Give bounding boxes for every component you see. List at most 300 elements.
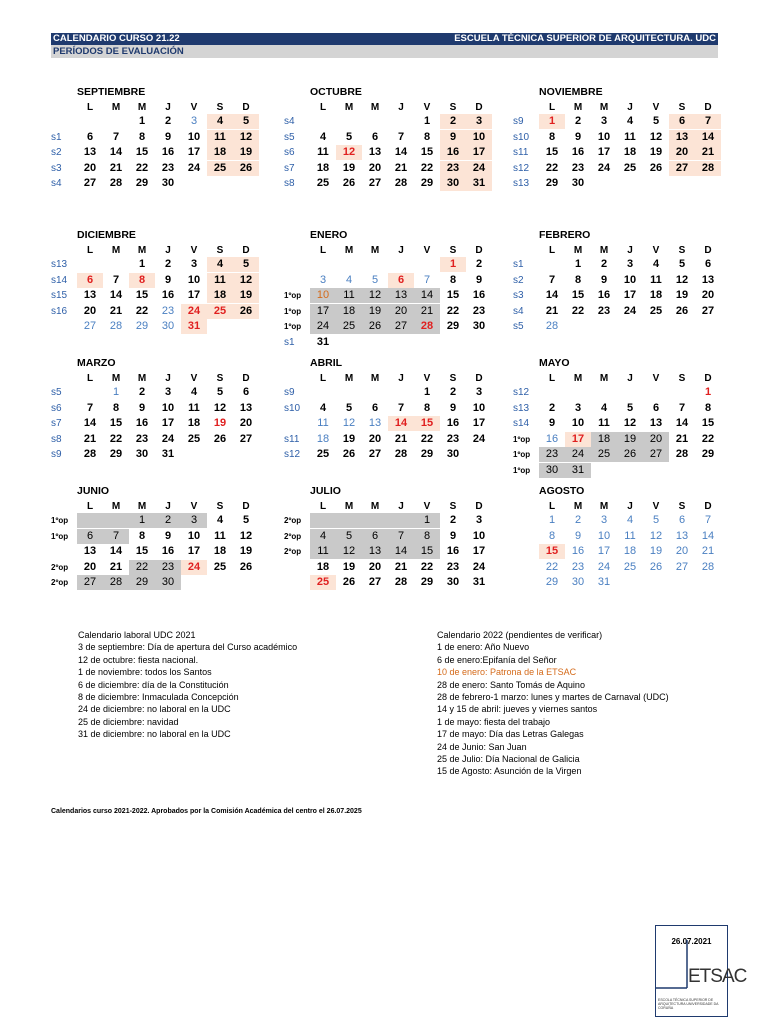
day-cell: 17 [161,417,175,430]
etsac-logo: ETSAC [688,966,747,987]
day-cell: 30 [539,463,565,478]
day-cell: 31 [565,463,591,478]
day-cell [695,319,721,334]
day-cell: 17 [565,432,591,447]
week-label [513,513,539,528]
day-cell: 17 [472,417,486,430]
day-cell: 16 [597,289,611,302]
subtitle: PERÍODOS DE EVALUACIÓN [53,46,184,57]
day-cell: 9 [449,529,457,542]
day-cell: 26 [675,304,689,317]
month-septiembre [51,86,266,218]
day-cell: 24 [181,560,207,575]
weekday-label: J [627,501,633,512]
day-cell: 17 [310,304,336,319]
day-cell: 25 [310,575,336,590]
day-cell: 27 [239,432,253,445]
day-cell: 19 [233,145,259,160]
note-item: 25 de Julio: Día Nacional de Galicia [437,754,580,765]
week-label: 1ºop [513,450,531,460]
day-cell: 10 [623,273,637,286]
day-cell: 18 [623,545,637,558]
day-cell: 20 [669,145,695,160]
day-cell: 29 [420,448,434,461]
week-label: s4 [284,116,295,127]
day-cell: 29 [420,177,434,190]
day-cell: 16 [446,545,460,558]
week-label: s1 [284,337,295,348]
day-cell: 9 [449,401,457,414]
note-item: 15 de Agosto: Asunción de la Virgen [437,766,582,777]
month-name: ENERO [310,229,348,241]
day-cell: 17 [187,146,201,159]
month-name: ABRIL [310,357,343,369]
day-cell [233,447,259,462]
day-cell: 2 [548,401,556,414]
day-cell [207,447,233,462]
note-item: 8 de diciembre: Inmaculada Concepción [78,692,239,703]
day-cell: 28 [695,161,721,176]
day-cell: 20 [368,432,382,445]
day-cell: 30 [446,448,460,461]
day-cell: 4 [207,114,233,129]
day-cell: 14 [695,130,721,145]
day-cell: 19 [617,432,643,447]
note-heading: Calendario 2022 (pendientes de verificar) [437,630,603,640]
day-cell: 16 [135,417,149,430]
month-name: DICIEMBRE [77,229,136,241]
day-cell: 29 [545,576,559,589]
day-cell: 16 [446,417,460,430]
day-cell: 20 [83,161,97,174]
week-label: 1ºop [513,434,531,444]
weekday-label: M [111,373,121,384]
day-cell: 25 [213,560,227,573]
day-cell: 3 [466,114,492,129]
day-cell: 14 [675,417,689,430]
week-label [513,560,539,575]
day-cell: 28 [675,448,689,461]
day-cell: 29 [420,576,434,589]
week-label: s9 [513,116,524,127]
weekday-label: D [704,501,712,512]
day-cell: 7 [704,514,712,526]
day-cell: 16 [545,432,559,445]
week-label: 1ºop [51,516,69,525]
day-cell: 9 [574,529,582,542]
day-cell [207,575,233,590]
day-cell: 12 [336,544,362,559]
week-label: s6 [284,147,295,159]
day-cell: 22 [420,161,434,174]
day-cell [336,385,362,400]
day-cell [669,385,695,400]
day-cell: 21 [394,560,408,573]
day-cell: 30 [161,320,175,333]
day-cell: 15 [701,417,715,430]
day-cell: 8 [414,529,440,544]
day-cell: 17 [187,289,201,302]
day-cell: 17 [187,545,201,558]
weekday-label: S [216,501,224,512]
weekday-label: M [344,501,354,512]
day-cell: 27 [77,575,103,590]
day-cell: 23 [571,560,585,573]
day-cell [617,463,643,478]
week-label: s3 [51,162,62,174]
note-item: 1 de noviembre: todos los Santos [78,667,212,678]
note-item: 6 de diciembre: día de la Constitución [78,679,229,690]
note-item: 12 de octubre: fiesta nacional. [78,654,199,665]
month-octubre [284,86,499,218]
day-cell: 26 [649,560,663,573]
day-cell [181,176,207,191]
day-cell: 21 [545,304,559,317]
day-cell: 23 [161,304,175,317]
day-cell: 2 [574,514,582,526]
day-cell: 10 [466,130,492,145]
week-label: s2 [513,274,524,286]
weekday-label: S [449,501,457,512]
day-cell: 18 [213,545,227,558]
month-name: OCTUBRE [310,86,362,98]
day-cell: 27 [701,304,715,317]
weekday-label: M [111,245,121,256]
day-cell: 24 [161,432,175,445]
day-cell [103,114,129,129]
day-cell: 27 [368,448,382,461]
day-cell [669,463,695,478]
day-cell: 12 [675,273,689,286]
week-label: s11 [284,433,300,445]
day-cell: 5 [233,114,259,129]
note-item: 25 de diciembre: navidad [78,716,179,727]
week-label: 2ºop [51,562,69,572]
day-cell [336,335,362,350]
day-cell: 5 [652,514,660,526]
day-cell: 3 [626,258,634,270]
note-item: 3 de septiembre: Día de apertura del Curso académico [78,642,298,653]
week-label: 2ºop [284,516,302,525]
week-label [284,257,310,272]
day-cell: 28 [414,319,440,334]
day-cell: 15 [414,416,440,431]
day-cell [617,385,643,400]
day-cell: 4 [626,514,634,526]
day-cell: 31 [161,448,175,461]
week-label: s2 [51,147,62,159]
day-cell: 3 [475,386,483,398]
weekday-label: L [548,501,556,512]
day-cell: 9 [475,273,483,286]
week-label: s5 [513,321,524,333]
day-cell: 20 [388,304,414,319]
day-cell: 1 [423,115,431,127]
day-cell: 12 [233,273,259,288]
day-cell: 30 [571,576,585,589]
weekday-label: M [137,102,147,113]
day-cell [388,335,414,350]
day-cell: 23 [446,560,460,573]
day-cell: 7 [695,114,721,129]
day-cell: 24 [187,161,201,174]
calendar-title: CALENDARIO CURSO 21.22 [53,33,180,44]
note-item: 24 de Junio: San Juan [437,741,527,752]
day-cell: 13 [388,288,414,303]
weekday-label: D [475,501,483,512]
day-cell: 4 [345,273,353,286]
day-cell: 19 [213,417,227,430]
weekday-label: S [449,373,457,384]
day-cell [388,257,414,272]
day-cell: 19 [239,545,253,558]
month-name: SEPTIEMBRE [77,86,146,98]
day-cell: 1 [129,513,155,528]
week-label [51,319,77,334]
day-cell [310,257,336,272]
day-cell: 7 [397,401,405,414]
week-label: s4 [513,305,524,317]
day-cell: 7 [423,273,431,286]
week-label: 1ºop [51,531,69,541]
week-label: s15 [51,290,68,302]
day-cell: 25 [207,304,233,319]
day-cell: 14 [109,545,123,558]
day-cell: 28 [109,177,123,190]
day-cell: 26 [649,161,663,174]
day-cell: 15 [135,545,149,558]
weekday-label: M [573,373,583,384]
day-cell: 15 [446,289,460,302]
day-cell: 30 [135,448,149,461]
day-cell: 12 [649,529,663,542]
day-cell: 26 [342,448,356,461]
day-cell: 4 [216,514,224,526]
day-cell: 6 [86,130,94,143]
day-cell [695,575,721,590]
day-cell: 8 [423,130,431,143]
weekday-label: M [344,102,354,113]
weekday-label: D [242,102,250,113]
day-cell [643,463,669,478]
day-cell: 8 [423,401,431,414]
week-label: s9 [284,387,295,398]
day-cell: 20 [675,545,689,558]
week-label [284,560,310,575]
day-cell: 11 [624,130,636,143]
day-cell: 22 [129,560,155,575]
day-cell: 14 [545,289,559,302]
note-heading: Calendario laboral UDC 2021 [78,630,196,640]
day-cell: 24 [472,432,486,445]
day-cell: 21 [675,432,689,445]
day-cell: 13 [368,417,382,430]
week-label: s8 [51,433,62,445]
day-cell: 19 [342,161,356,174]
week-label: s9 [51,449,62,461]
day-cell: 24 [181,304,207,319]
day-cell: 24 [472,560,486,573]
day-cell: 15 [135,289,149,302]
day-cell: 7 [397,130,405,143]
approval-footnote: Calendarios curso 2021-2022. Aprobados por la Comisión Académica del centro el 26.07.2025 [51,808,362,815]
month-mayo [513,357,728,489]
day-cell: 19 [342,432,356,445]
day-cell: 6 [77,273,103,288]
day-cell: 18 [591,432,617,447]
day-cell: 28 [103,575,129,590]
day-cell [539,385,565,400]
day-cell: 27 [388,319,414,334]
note-item: 1 de enero: Año Nuevo [437,642,530,653]
day-cell: 25 [207,161,233,176]
day-cell: 26 [239,560,253,573]
day-cell: 6 [652,401,660,414]
day-cell [77,513,103,528]
month-enero [284,229,499,361]
day-cell: 7 [678,401,686,414]
note-item: 1 de mayo: fiesta del trabajo [437,716,551,727]
day-cell: 23 [571,161,585,174]
day-cell: 23 [135,432,149,445]
weekday-label: S [678,102,686,113]
day-cell: 9 [138,401,146,414]
day-cell: 16 [440,145,466,160]
day-cell [591,463,617,478]
day-cell: 30 [161,177,175,190]
day-cell: 21 [83,432,97,445]
day-cell: 16 [472,289,486,302]
day-cell: 5 [678,258,686,270]
weekday-label: M [344,373,354,384]
day-cell: 5 [233,257,259,272]
day-cell: 10 [472,401,486,414]
day-cell: 18 [316,161,330,174]
day-cell: 21 [109,304,123,317]
day-cell: 8 [138,130,146,143]
week-label: s1 [51,131,62,143]
day-cell [310,385,336,400]
day-cell: 13 [362,544,388,559]
day-cell: 7 [103,529,129,544]
weekday-label: V [190,245,198,256]
day-cell [362,335,388,350]
day-cell: 4 [319,130,327,143]
day-cell: 5 [371,273,379,286]
day-cell: 22 [135,304,149,317]
day-cell: 24 [597,161,611,174]
day-cell: 19 [233,288,259,303]
day-cell: 3 [574,401,582,414]
day-cell: 2 [164,115,172,127]
day-cell: 28 [394,177,408,190]
day-cell: 30 [446,576,460,589]
day-cell: 18 [623,146,637,159]
day-cell: 18 [316,560,330,573]
day-cell [336,257,362,272]
day-cell: 27 [368,177,382,190]
month-name: MARZO [77,357,116,369]
stamp-date: 26.07.2021 [671,937,712,946]
day-cell [77,257,103,272]
day-cell: 14 [388,416,414,431]
day-cell: 7 [548,273,556,286]
note-item: 17 de mayo: Día das Letras Galegas [437,729,584,740]
day-cell [565,319,591,334]
note-item: 28 de enero: Santo Tomás de Aquino [437,679,585,690]
day-cell: 27 [83,177,97,190]
day-cell: 6 [704,258,712,270]
week-label [284,575,310,590]
day-cell [362,513,388,528]
day-cell: 1 [112,386,120,398]
day-cell: 6 [371,130,379,143]
day-cell: 14 [83,417,97,430]
approval-stamp [655,925,747,1017]
day-cell: 12 [623,417,637,430]
day-cell [466,335,492,350]
notes-right [437,629,669,778]
weekday-label: M [370,245,380,256]
week-label: 2ºop [284,531,302,541]
day-cell [362,257,388,272]
day-cell: 18 [649,289,663,302]
day-cell: 9 [600,273,608,286]
week-label [51,114,77,129]
weekday-label: J [165,501,171,512]
day-cell: 20 [643,432,669,447]
day-cell: 23 [446,432,460,445]
day-cell: 28 [394,448,408,461]
day-cell: 11 [650,273,662,286]
day-cell [539,257,565,272]
day-cell: 23 [539,447,565,462]
day-cell [362,114,388,129]
weekday-label: M [599,102,609,113]
day-cell: 24 [310,319,336,334]
day-cell: 22 [420,432,434,445]
day-cell: 10 [472,529,486,542]
day-cell: 26 [617,447,643,462]
day-cell: 15 [414,544,440,559]
day-cell: 22 [109,432,123,445]
day-cell: 12 [362,288,388,303]
day-cell: 28 [701,560,715,573]
day-cell [591,385,617,400]
day-cell: 31 [597,576,611,589]
day-cell [233,575,259,590]
week-label: s16 [51,305,68,317]
weekday-label: V [652,245,660,256]
day-cell: 27 [643,447,669,462]
day-cell: 24 [565,447,591,462]
day-cell: 10 [187,529,201,542]
day-cell: 15 [545,146,559,159]
day-cell: 2 [449,386,457,398]
day-cell: 4 [626,115,634,127]
weekday-label: L [319,245,327,256]
day-cell [77,385,103,400]
day-cell: 29 [129,575,155,590]
day-cell [388,513,414,528]
day-cell: 7 [112,130,120,143]
weekday-label: L [548,102,556,113]
day-cell: 30 [472,320,486,333]
day-cell: 16 [571,146,585,159]
day-cell: 14 [109,289,123,302]
day-cell: 8 [574,273,582,286]
note-item: 28 de febrero-1 marzo: lunes y martes de Carnaval (UDC) [437,692,669,703]
